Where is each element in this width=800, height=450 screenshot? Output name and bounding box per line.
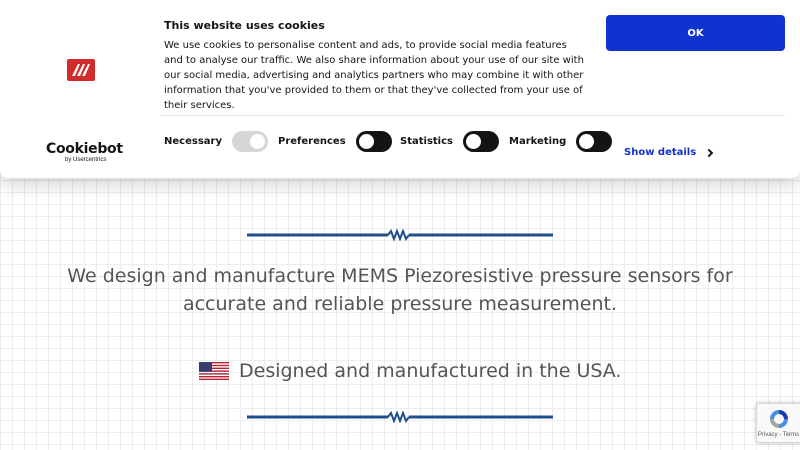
cookie-description: We use cookies to personalise content and ads, to provide social media features and to analyse our traffic. We also share information about your use of our site with our social media, advertising and analytics partners who may combine it with other information that you've provided to them or that they've collected from your use of their services. <box>164 40 584 111</box>
brand-logo-icon <box>67 59 95 81</box>
recaptcha-icon <box>767 407 791 431</box>
preferences-switch[interactable] <box>356 131 392 152</box>
recaptcha-badge[interactable] <box>756 403 800 443</box>
usa-statement <box>199 358 621 384</box>
toggle-necessary <box>164 130 268 152</box>
section-divider-top <box>247 229 553 241</box>
cookiebot-name: Cookiebot <box>46 141 123 157</box>
toggle-label-marketing: Marketing <box>509 135 567 147</box>
toggle-preferences[interactable] <box>278 130 392 152</box>
hero-tagline: We design and manufacture MEMS Piezoresistive pressure sensors for accurate and reliable pressure measurement. <box>67 265 733 315</box>
show-details-label: Show details <box>624 147 697 158</box>
necessary-switch <box>232 131 268 152</box>
toggle-marketing[interactable] <box>509 130 612 152</box>
toggle-label-statistics: Statistics <box>400 135 453 147</box>
ok-button[interactable]: OK <box>606 15 785 51</box>
toggle-label-necessary: Necessary <box>164 135 222 147</box>
cookiebot-subtitle: by Usercentrics <box>65 157 107 163</box>
cookie-consent-banner <box>0 0 800 178</box>
us-flag-icon <box>199 362 229 380</box>
section-divider-bottom <box>247 411 553 423</box>
cookie-title: This website uses cookies <box>164 19 325 32</box>
chevron-right-icon <box>705 148 713 156</box>
toggle-label-preferences: Preferences <box>278 135 346 147</box>
show-details-link[interactable] <box>624 147 712 158</box>
marketing-switch[interactable] <box>576 131 612 152</box>
toggle-statistics[interactable] <box>400 130 499 152</box>
recaptcha-links[interactable]: Privacy - Terms <box>757 432 800 438</box>
cookiebot-logo <box>46 141 123 164</box>
banner-divider <box>160 115 785 116</box>
usa-text: Designed and manufactured in the USA. <box>239 360 622 382</box>
statistics-switch[interactable] <box>463 131 499 152</box>
